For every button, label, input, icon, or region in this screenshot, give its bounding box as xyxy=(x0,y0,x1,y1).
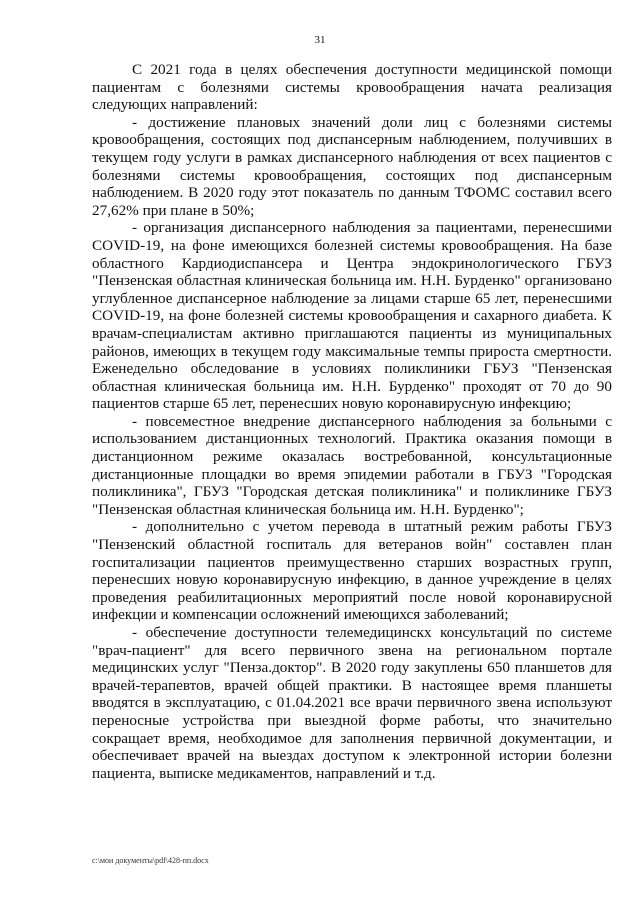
paragraph-target-values: - достижение плановых значений доли лиц с болезнями системы кровообращения, состоящих под диспансерным наблюдением, получивших в текущем году услуги в рамках диспансерного наблюдения от всех пациентов с болезнями системы кровообращения, состоящих под диспансерным наблюдением. В 2020 году этот показатель по данным ТФОМС составил всего 27,62% при плане в 50%; xyxy=(92,113,612,219)
body-text xyxy=(92,61,612,782)
paragraph-telemedicine: - обеспечение доступности телемедицинскх консультаций по системе "врач-пациент" для всего первичного звена на региональном портале медицинских услуг "Пенза.доктор". В 2020 году закуплены 650 планшетов для врачей-терапевтов, врачей общей практики. В настоящее время планшеты вводятся в эксплуатацию, с 01.04.2021 все врачи первичного звена используют переносные устройства при выездной форме работы, что значительно сокращает время, необходимое для заполнения первичной документации, и обеспечивает врачей на выездах доступом к электронной истории болезни пациента, выписке медикаментов, направлений и т.д. xyxy=(92,624,612,782)
paragraph-intro: С 2021 года в целях обеспечения доступности медицинской помощи пациентам с болезнями системы кровообращения начата реализация следующих направлений: xyxy=(92,61,612,114)
paragraph-rehabilitation: - дополнительно с учетом перевода в штатный режим работы ГБУЗ "Пензенский областной госпиталь для ветеранов войн" составлен план госпитализации пациентов преимущественно старших возрастных групп, перенесших новую коронавирусную инфекцию, в данное учреждение в целях проведения реабилитационных мероприятий после новой коронавирусной инфекции и компенсации осложнений имеющихся заболеваний; xyxy=(92,518,612,624)
page-number: 31 xyxy=(314,34,326,46)
footer-file-path: c:\мои документы\pdf\428-пп.docx xyxy=(92,856,209,865)
paragraph-covid-followup: - организация диспансерного наблюдения за пациентами, перенесшими COVID-19, на фоне имеющихся болезней системы кровообращения. На базе областного Кардиодиспансера и Центра эндокринологического ГБУЗ "Пензенская областная клиническая больница им. Н.Н. Бурденко" организовано углубленное диспансерное наблюдение за лицами старше 65 лет, перенесшими COVID-19, на фоне болезней системы кровообращения и сахарного диабета. К врачам-специалистам активно приглашаются пациенты из муниципальных районов, имеющих в текущем году максимальные темпы прироста смертности. Еженедельно обследование в условиях поликлиники ГБУЗ "Пензенская областная клиническая больница им. Н.Н. Бурденко" проходят от 70 до 90 пациентов старше 65 лет, перенесших новую коронавирусную инфекцию; xyxy=(92,219,612,413)
paragraph-remote-monitoring: - повсеместное внедрение диспансерного наблюдения за больными с использованием дистанционных технологий. Практика оказания помощи в дистанционном режиме оказалась востребованной, консультационные дистанционные площадки во время эпидемии работали в ГБУЗ "Городская поликлиника", ГБУЗ "Городская детская поликлиника" и поликлинике ГБУЗ "Пензенская областная клиническая больница им. Н.Н. Бурденко"; xyxy=(92,412,612,518)
